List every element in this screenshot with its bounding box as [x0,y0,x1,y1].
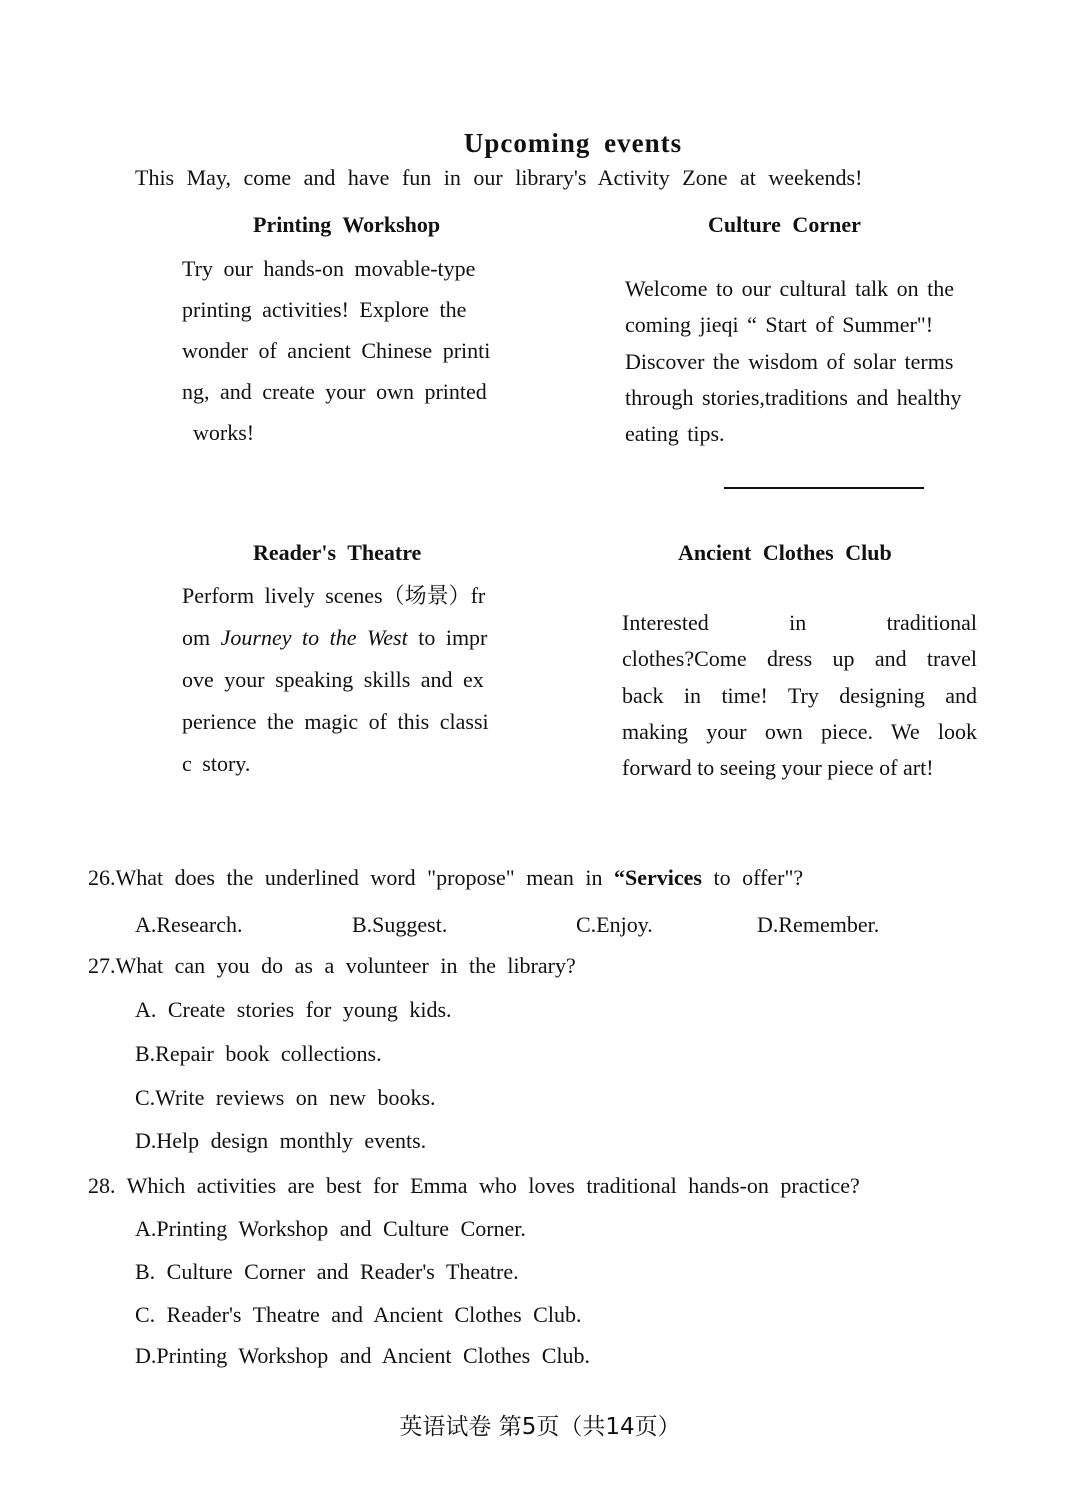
page-footer: 英语试卷 第5页（共14页） [399,1414,681,1440]
q26-option-a: A.Research. [135,912,243,937]
theatre-line: perience the magic of this classi [182,709,489,734]
q26-option-b: B.Suggest. [352,912,448,937]
printing-workshop-description [182,248,490,453]
theatre-line [182,617,489,659]
q28-option-b: B. Culture Corner and Reader's Theatre. [135,1259,519,1284]
question-28: 28. Which activities are best for Emma who loves traditional hands-on practice? [88,1173,860,1198]
theatre-line-part: om [182,625,221,650]
readers-theatre-title: Reader's Theatre [253,540,422,565]
q26-option-c: C.Enjoy. [576,912,653,937]
printing-line: Try our hands-on movable-type [182,256,476,281]
printing-line: ng, and create your own printed [182,379,487,404]
q28-option-a: A.Printing Workshop and Culture Corner. [135,1216,526,1241]
clothes-word: Interested [622,610,709,635]
culture-corner-title: Culture Corner [708,212,861,237]
printing-line: printing activities! Explore the [182,297,467,322]
question-26 [88,865,803,891]
readers-theatre-description [182,575,489,785]
culture-line: Welcome to our cultural talk on the [625,276,955,301]
clothes-line: forward to seeing your piece of art! [622,755,934,781]
clothes-line: clothes?Come dress up and travel [622,646,977,672]
question-26-bold: “Services [614,865,702,890]
book-title: Journey to the West [220,625,408,650]
q27-option-d: D.Help design monthly events. [135,1128,427,1153]
clothes-line: making your own piece. We look [622,718,977,744]
q28-option-c: C. Reader's Theatre and Ancient Clothes Club. [135,1302,582,1327]
culture-line: coming jieqi “ Start of Summer"! [625,312,934,338]
q26-option-d: D.Remember. [757,912,880,937]
printing-line: works! [193,420,255,445]
q27-option-a: A. Create stories for young kids. [135,997,452,1022]
ancient-clothes-club-description [622,605,977,786]
page-title: Upcoming events [463,128,683,158]
theatre-line: ove your speaking skills and ex [182,667,484,692]
theatre-line: Perform lively scenes（场景）fr [182,583,486,608]
q28-option-d: D.Printing Workshop and Ancient Clothes Club. [135,1343,590,1368]
theatre-line-part: to impr [407,625,488,650]
intro-text: This May, come and have fun in our library's Activity Zone at weekends! [135,165,863,190]
question-26-suffix: to offer"? [701,865,804,890]
question-27: 27.What can you do as a volunteer in the library? [88,953,576,978]
printing-workshop-title: Printing Workshop [253,212,441,237]
clothes-word: traditional [886,610,977,635]
clothes-line: back in time! Try designing and [622,682,977,708]
culture-line: Discover the wisdom of solar terms [625,348,954,374]
ancient-clothes-club-title: Ancient Clothes Club [678,540,892,565]
q27-option-c: C.Write reviews on new books. [135,1085,436,1110]
clothes-word: in [789,610,807,635]
q27-option-b: B.Repair book collections. [135,1041,382,1066]
culture-line: eating tips. [625,421,725,447]
culture-line: through stories,traditions and healthy [625,384,962,410]
clothes-line [622,605,977,641]
theatre-line: c story. [182,751,251,776]
question-26-prefix: 26.What does the underlined word "propose" mean in [88,865,615,890]
culture-corner-description [625,271,962,452]
answer-blank-line [724,487,924,489]
printing-line: wonder of ancient Chinese printi [182,338,491,363]
